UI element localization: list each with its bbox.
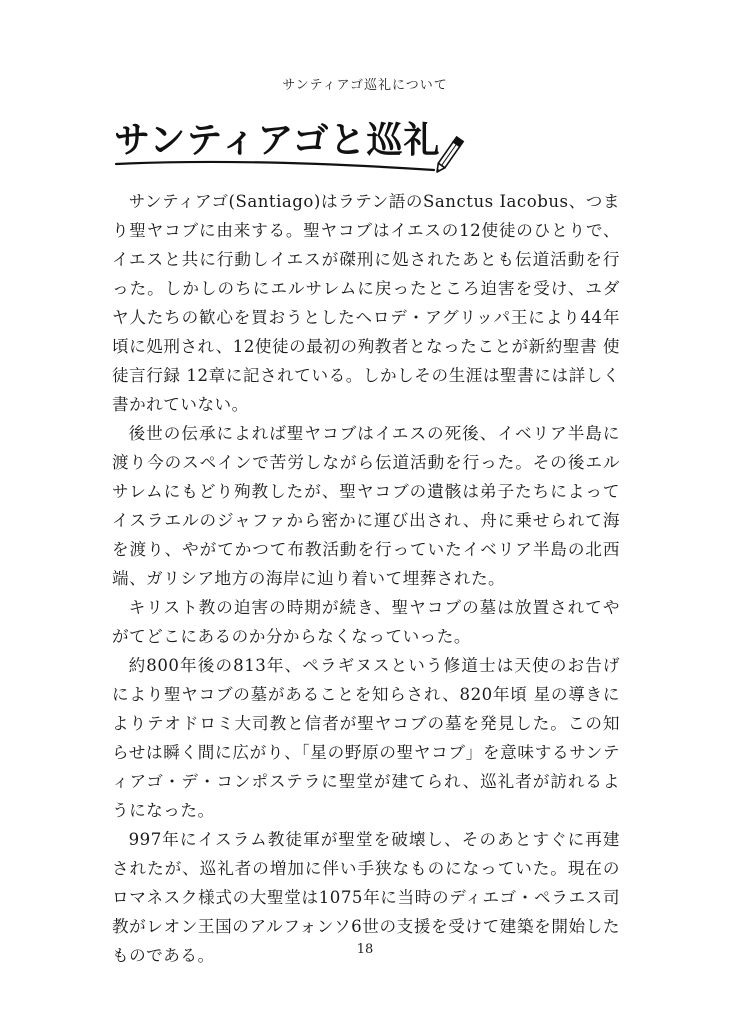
paragraph: キリスト教の迫害の時期が続き、聖ヤコブの墓は放置されてやがてどこにあるのか分からなくなっていった。: [112, 598, 620, 646]
paragraph: 後世の伝承によれば聖ヤコブはイエスの死後、イベリア半島に渡り今のスペインで苦労しながら伝道活動を行った。その後エルサレムにもどり殉教したが、聖ヤコブの遺骸は弟子たちによってイスラエルのジャファから密かに運び出され、舟に乗せられて海を渡り、やがてかつて布教活動を行っていたイベリア半島の北西端、ガリシア地方の海岸に辿り着いて埋葬された。: [112, 424, 620, 588]
title-underline: [112, 134, 472, 184]
body-text: [112, 187, 620, 970]
running-header: サンティアゴ巡礼について: [282, 78, 448, 93]
paragraph: 約800年後の813年、ペラギヌスという修道士は天使のお告げにより聖ヤコブの墓があることを知らされ、820年頃 星の導きによりテオドロミ大司教と信者が聖ヤコブの墓を発見した。この知らせは瞬く間に広がり、「星の野原の聖ヤコブ」を意味するサンティアゴ・デ・コンポステラに聖堂が建てられ、巡礼者が訪れるようになった。: [112, 656, 620, 820]
chapter-title-block: [112, 108, 472, 178]
paragraph: サンティアゴ(Santiago)はラテン語のSanctus Iacobus、つまり聖ヤコブに由来する。聖ヤコブはイエスの12使徒のひとりで、イエスと共に行動しイエスが磔刑に処されたあとも伝道活動を行った。しかしのちにエルサレムに戻ったところ迫害を受け、ユダヤ人たちの歓心を買おうとしたヘロデ・アグリッパ王により44年頃に処刑され、12使徒の最初の殉教者となったことが新約聖書 使徒言行録 12章に記されている。しかしその生涯は聖書には詳しく書かれていない。: [112, 192, 620, 414]
chapter-title: サンティアゴと巡礼: [114, 120, 441, 161]
pencil-icon: [434, 137, 463, 174]
paragraph: 997年にイスラム教徒軍が聖堂を破壊し、そのあとすぐに再建されたが、巡礼者の増加に伴い手狭なものになっていた。現在のロマネスク様式の大聖堂は1075年に当時のディエゴ・ペラエス司教がレオン王国のアルフォンソ6世の支援を受けて建築を開始したものである。: [112, 830, 620, 965]
page-number: 18: [356, 942, 374, 957]
